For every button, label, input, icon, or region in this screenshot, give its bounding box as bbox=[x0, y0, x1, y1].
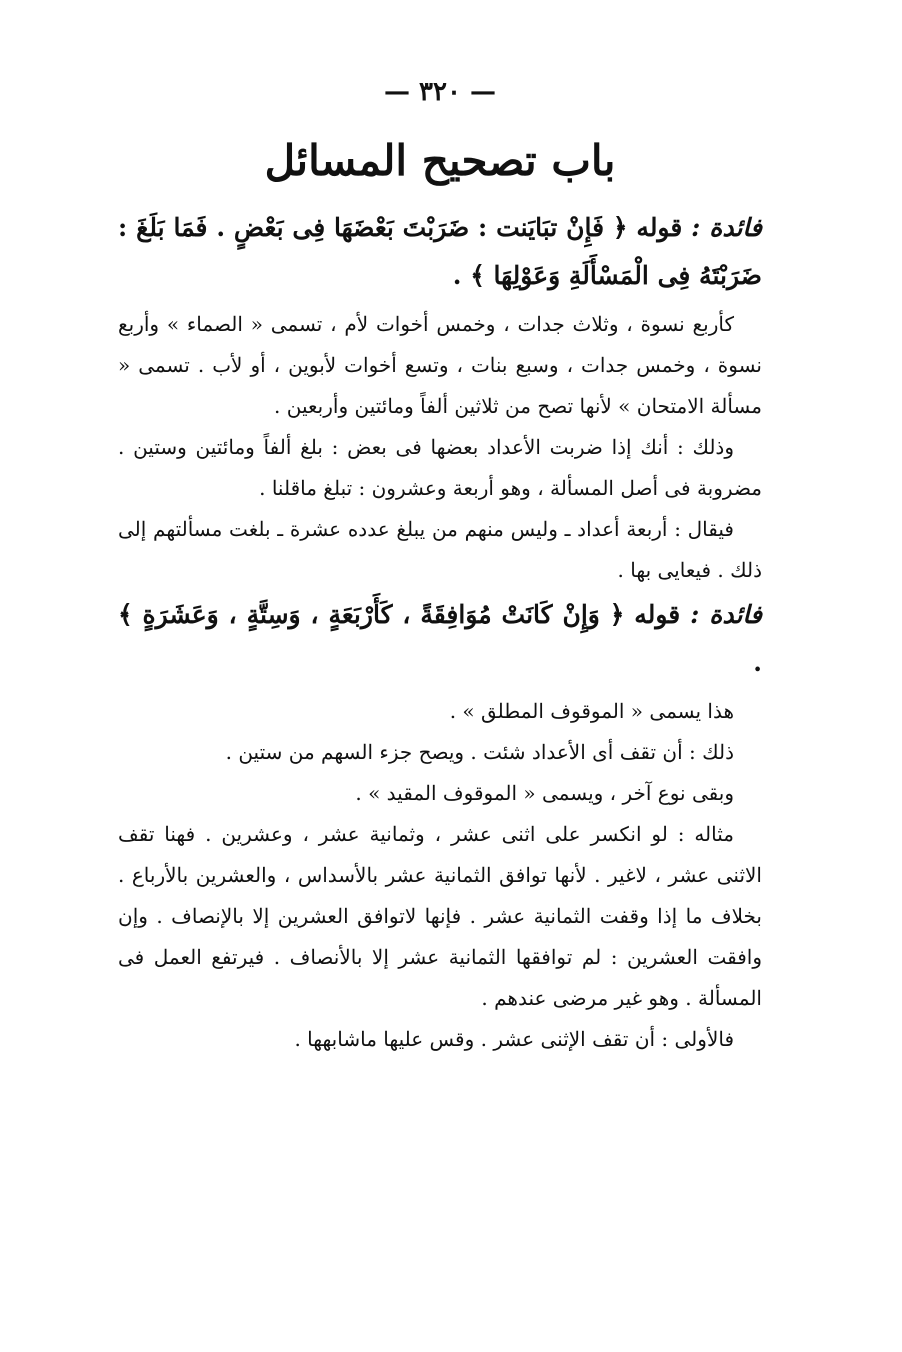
paragraph-text: كأربع نسوة ، وثلاث جدات ، وخمس أخوات لأم ، تسمى « الصماء » وأربع نسوة ، وخمس جدات ، وسبع بنات ، وتسع أخوات لأبوين ، أو لأب . تسمى « مسألة الامتحان » لأنها تصح من ثلاثين ألفاً ومائتين وأربعين . bbox=[118, 312, 762, 418]
paragraph-text: هذا يسمى « الموقوف المطلق » . bbox=[449, 699, 734, 723]
page-number: — ٣٢٠ — bbox=[383, 77, 497, 107]
paragraph-text: وذلك : أنك إذا ضربت الأعداد بعضها فى بعض : بلغ ألفاً ومائتين وستين . مضروبة فى أصل المسألة ، وهو أربعة وعشرون : تبلغ ماقلنا . bbox=[118, 435, 762, 500]
body-paragraph bbox=[118, 732, 762, 773]
faida-paragraph bbox=[118, 591, 762, 687]
paragraph-text: قوله ﴿ وَإِنْ كَانَتْ مُوَافِقَةً ، كَأَرْبَعَةٍ ، وَسِتَّةٍ ، وَعَشَرَةٍ ﴾ . bbox=[118, 600, 762, 677]
faida-label: فائدة : bbox=[690, 600, 762, 629]
chapter-title: باب تصحيح المسائل bbox=[264, 136, 616, 185]
paragraph-text: فالأولى : أن تقف الإثنى عشر . وقس عليها ماشابهها . bbox=[294, 1027, 734, 1051]
body-paragraph bbox=[118, 1019, 762, 1060]
body-paragraph bbox=[118, 773, 762, 814]
paragraph-text: وبقى نوع آخر ، ويسمى « الموقوف المقيد » . bbox=[355, 781, 734, 805]
paragraph-text: ذلك : أن تقف أى الأعداد شئت . ويصح جزء السهم من ستين . bbox=[225, 740, 734, 764]
faida-label: فائدة : bbox=[691, 213, 762, 242]
faida-paragraph bbox=[118, 204, 762, 300]
body-paragraph bbox=[118, 814, 762, 1019]
body-paragraph bbox=[118, 427, 762, 509]
body-paragraph bbox=[118, 304, 762, 427]
paragraph-text: فيقال : أربعة أعداد ـ وليس منهم من يبلغ عدده عشرة ـ بلغت مسألتهم إلى ذلك . فيعايى بها . bbox=[118, 517, 762, 582]
paragraph-text: قوله ﴿ فَإِنْ تبَايَنت : ضَرَبْتَ بَعْضَهَا فِى بَعْضٍ . فَمَا بَلَغَ : ضَرَبْتَهُ فِى الْمَسْأَلَةِ وَعَوْلِهَا ﴾ . bbox=[118, 213, 762, 290]
paragraph-text: مثاله : لو انكسر على اثنى عشر ، وثمانية عشر ، وعشرين . فهنا تقف الاثنى عشر ، لاغير . لأنها توافق الثمانية عشر بالأسداس ، والعشرين بالأرباع . بخلاف ما إذا وقفت الثمانية عشر . فإنها لاتوافق العشرين إلا بالإنصاف . وإن وافقت العشرين : لم توافقها الثمانية عشر إلا بالأنصاف . فيرتفع العمل فى المسألة . وهو غير مرضى عندهم . bbox=[118, 822, 762, 1010]
body-paragraph bbox=[118, 509, 762, 591]
body-text bbox=[118, 204, 762, 1060]
body-paragraph bbox=[118, 691, 762, 732]
